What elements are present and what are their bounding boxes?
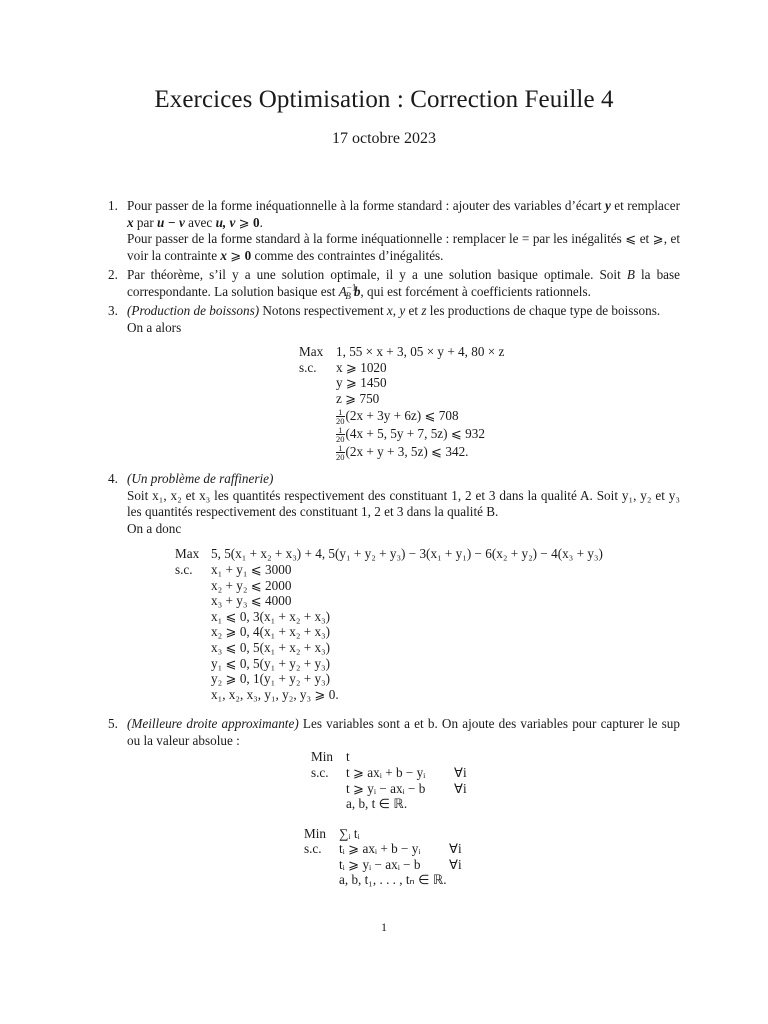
exercise-1-paragraph-2: Pour passer de la forme standard à la forme inéquationnelle : remplacer le = par les inégalités ⩽ et ⩾, et voir la contrainte x ⩾ 0 comme des contraintes d’inégalités.: [127, 231, 680, 263]
exercise-5-text: (Meilleure droite approximante) Les variables sont a et b. On ajoute des variables pour capturer le sup ou la valeur absolue :: [127, 716, 680, 748]
exercise-5-title: (Meilleure droite approximante): [127, 716, 299, 732]
exercise-5: [108, 716, 680, 888]
document-date: 17 octobre 2023: [332, 130, 436, 147]
exercise-4: [108, 471, 680, 702]
exercise-1: [108, 198, 680, 264]
exercise-number: 5.: [108, 716, 118, 732]
exercise-2: [108, 267, 680, 300]
exercise-3-lead: On a alors: [127, 319, 182, 335]
exercise-list: [108, 198, 680, 898]
exercise-3-program: Max 1, 55 × x + 3, 05 × y + 4, 80 × z s.c. x ⩾ 1020 y ⩾ 1450 z ⩾ 750 $\frac{1}{20}$ (2x + 3y + 6z) ⩽ 708 $\frac{1}{20}$ (4x + 5, 5y + 7, 5z) ⩽ 932 $\frac{1}{20}$ (2x + y + 3, 5z) ⩽ 342.: [299, 344, 505, 463]
document-title: Exercices Optimisation : Correction Feuille 4: [154, 86, 614, 113]
exercise-number: 3.: [108, 303, 118, 318]
exercise-number: 4.: [108, 471, 118, 487]
exercise-3-intro: (Production de boissons) Notons respectivement x, y et z les productions de chaque type de boissons.: [127, 303, 661, 318]
exercise-4-program: Max 5, 5(x₁ + x₂ + x₃) + 4, 5(y₁ + y₂ + y₃) − 3(x₁ + y₁) − 6(x₂ + y₂) − 4(x₃ + y₃) s.c. x₁ + y₁ ⩽ 3000 x₂ + y₂ ⩽ 2000 x₃ + y₃ ⩽ 4000 x₁ ⩽ 0, 3(x₁ + x₂ + x₃) x₂ ⩾ 0, 4(x₁ + x₂ + x₃) x₃ ⩽ 0, 5(x₁ + x₂ + x₃) y₁ ⩽ 0, 5(y₁ + y₂ + y₃) y₂ ⩾ 0, 1(y₁ + y₂ + y₃) x₁, x₂, x₃, y₁, y₂, y₃ ⩾ 0.: [175, 546, 603, 702]
exercise-4-title: (Un problème de raffinerie): [127, 471, 274, 487]
exercise-2-text: Par théorème, s’il y a une solution optimale, il y a une solution basique optimale. Soit B la base correspondante. La solution basique est $A^{-1}_B$ b, qui est forcément à coefficients rationnels.: [127, 267, 681, 302]
exercise-3-title: (Production de boissons): [127, 303, 260, 318]
page-number: 1: [381, 920, 387, 934]
exercise-1-paragraph-1: Pour passer de la forme inéquationnelle à la forme standard : ajouter des variables d’écart y et remplacer x par u − v avec u, v ⩾ 0.: [127, 198, 680, 230]
exercise-3: [108, 303, 680, 461]
exercise-4-lead: On a donc: [127, 520, 182, 536]
exercise-5-program-1: Min t s.c. t ⩾ axᵢ + b − yᵢ ∀i t ⩾ yᵢ − axᵢ − b ∀i a, b, t ∈ ℝ.: [311, 749, 467, 812]
exercise-4-text: Soit x₁, x₂ et x₃ les quantités respectivement des constituant 1, 2 et 3 dans la qualité A. Soit y₁, y₂ et y₃ les quantités respectivement des constituant 1, 2 et 3 dans la qualité B.: [127, 487, 680, 520]
exercise-number: 2.: [108, 267, 118, 282]
exercise-5-program-2: Min ∑ᵢ tᵢ s.c. tᵢ ⩾ axᵢ + b − yᵢ ∀i tᵢ ⩾ yᵢ − axᵢ − b ∀i a, b, t₁, . . . , tₙ ∈ ℝ.: [304, 825, 462, 888]
exercise-number: 1.: [108, 198, 118, 213]
